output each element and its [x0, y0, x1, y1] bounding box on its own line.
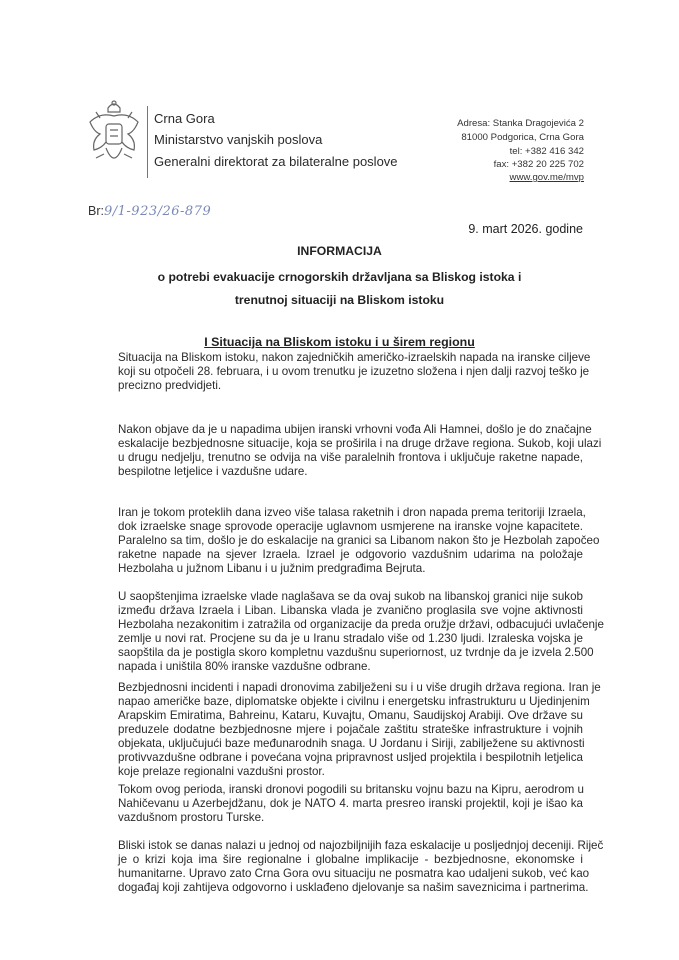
paragraph-line: objekata, uključujući baze međunarodnih snaga. U Jordanu i Siriji, zabilježene su aktivnosti	[118, 737, 585, 750]
contact-address: Adresa: Stanka Dragojevića 2	[457, 118, 584, 129]
paragraph-line: precizno predvidjeti.	[118, 379, 222, 392]
paragraph-line: vazdušnom prostoru Turske.	[118, 811, 265, 824]
contact-city: 81000 Podgorica, Crna Gora	[461, 132, 584, 143]
paragraph	[118, 506, 600, 576]
paragraph-line: Iran je tokom proteklih dana izveo više talasa raketnih i dron napada prema teritoriji Izraela,	[118, 506, 586, 519]
handwritten-reference: 9/1-923/26-879	[103, 204, 212, 219]
paragraph-line: Hezbolaha u južnom Libanu i u južnim predgrađima Bejruta.	[118, 562, 426, 575]
directorate-name: Generalni direktorat za bilateralne poslove	[154, 154, 398, 169]
contact-website-link[interactable]: www.gov.me/mvp	[509, 172, 584, 183]
reference-prefix: Br:	[88, 204, 104, 218]
paragraph-line: u drugu nedjelju, trenutno se odvija na više paralelnih frontova i uključuje raketne napade,	[118, 451, 583, 464]
paragraph-line: događaj koji zahtijeva odgovorno i usklađeno djelovanje sa našim saveznicima i partnerima.	[118, 881, 589, 894]
paragraph	[118, 681, 601, 779]
paragraph-line: koji su otpočeli 28. februara, i u ovom trenutku je izuzetno složena i njen dalji razvoj teško je	[118, 365, 590, 378]
paragraph-line: između država Izraela i Liban. Libanska vlada je zvanično proglasila sve vojne aktivnosti	[118, 604, 583, 617]
paragraph-line: U saopštenjima izraelske vlade naglašava se da ovaj sukob na libanskoj granici nije sukob	[118, 590, 583, 603]
subtitle-line: o potrebi evakuacije crnogorskih državljana sa Bliskog istoka i	[157, 270, 522, 284]
paragraph-line: Nakon objave da je u napadima ubijen iranski vrhovni vođa Ali Hamnei, došlo je do značajne	[118, 423, 592, 436]
paragraph-line: raketne napade na sjever Izraela. Izrael je odgovorio vazdušnim udarima na položaje	[118, 548, 583, 561]
paragraph-line: protivvazdušne odbrane i povećana vojna pripravnost usljed projektila i bespilotnih letjelica	[118, 751, 583, 764]
paragraph-line: napao američke baze, diplomatske objekte i civilnu i energetsku infrastrukturu u Ujedinjenim	[118, 695, 590, 708]
subtitle-line: trenutnoj situaciji na Bliskom istoku	[234, 293, 445, 307]
paragraph-line: eskalacije bezbjednosne situacije, koja se proširila i na druge države regiona. Sukob, koji ulazi	[118, 437, 602, 450]
montenegro-coat-of-arms-icon	[86, 98, 142, 172]
paragraph-line: Nahičevanu u Azerbejdžanu, dok je NATO 4. marta presreo iranski projektil, koji je išao ka	[118, 797, 583, 810]
paragraph-line: saopštila da je postigla skoro kompletnu vazdušnu superiornost, uz tvrdnje da je izvela 2.500	[118, 646, 594, 659]
paragraph	[118, 423, 602, 479]
paragraph-line: dok izraelske snage sprovode operacije uglavnom usmjerene na iranske vojne kapacitete.	[118, 520, 583, 533]
paragraph-line: Tokom ovog perioda, iranski dronovi pogodili su britansku vojnu bazu na Kipru, aerodrom u	[118, 783, 584, 796]
paragraph	[118, 351, 591, 393]
paragraph	[118, 590, 604, 674]
header-divider	[147, 106, 148, 178]
paragraph-line: Bliski istok se danas nalazi u jednoj od najozbiljnijih faza eskalacije u posljednjoj deceniji. Riječ	[118, 839, 604, 852]
contact-tel: tel: +382 416 342	[509, 146, 584, 157]
paragraph-line: koje prelaze regionalni vazdušni prostor.	[118, 765, 325, 778]
paragraph	[118, 839, 604, 895]
paragraph-line: Hezbolaha nezakonitim i zatražila od organizacije da preda oružje državi, odbacujući uvlačenje	[118, 618, 604, 631]
paragraph-line: je o krizi koja ima šire regionalne i globalne implikacije - bezbjednosne, ekonomske i	[118, 853, 583, 866]
ministry-name: Ministarstvo vanjskih poslova	[154, 132, 323, 147]
paragraph-line: Arapskim Emiratima, Bahreinu, Kataru, Kuvajtu, Omanu, Saudijskoj Arabiji. Ove države su	[118, 709, 583, 722]
paragraph-line: preduzele dodatne bezbjednosne mjere i pojačale zaštitu strateške infrastrukture i vojnih	[118, 723, 583, 736]
section-heading: I Situacija na Bliskom istoku i u širem regionu	[204, 335, 475, 349]
paragraph-line: bespilotne letjelice i vazdušne udare.	[118, 465, 308, 478]
paragraph-line: Situacija na Bliskom istoku, nakon zajedničkih američko-izraelskih napada na iranske ciljeve	[118, 351, 591, 364]
contact-fax: fax: +382 20 225 702	[493, 159, 584, 170]
paragraph-line: Paralelno sa tim, došlo je do eskalacije na granici sa Libanom nakon što je Hezbolah započeo	[118, 534, 600, 547]
document-date: 9. mart 2026. godine	[468, 222, 583, 236]
document-title: INFORMACIJA	[297, 244, 382, 258]
country-name: Crna Gora	[154, 111, 215, 126]
paragraph-line: napada i uništila 80% iranske vazdušne odbrane.	[118, 660, 371, 673]
paragraph-line: Bezbjednosni incidenti i napadi dronovima zabilježeni su i u više drugih država regiona. Iran je	[118, 681, 601, 694]
paragraph-line: humanitarne. Upravo zato Crna Gora ovu situaciju ne posmatra kao udaljeni sukob, već kao	[118, 867, 590, 880]
paragraph-line: zemlje u novi rat. Procjene su da je u Iranu stradalo više od 1.230 ljudi. Izraleska vojska je	[118, 632, 583, 645]
reference-number	[88, 204, 211, 219]
paragraph	[118, 783, 583, 825]
